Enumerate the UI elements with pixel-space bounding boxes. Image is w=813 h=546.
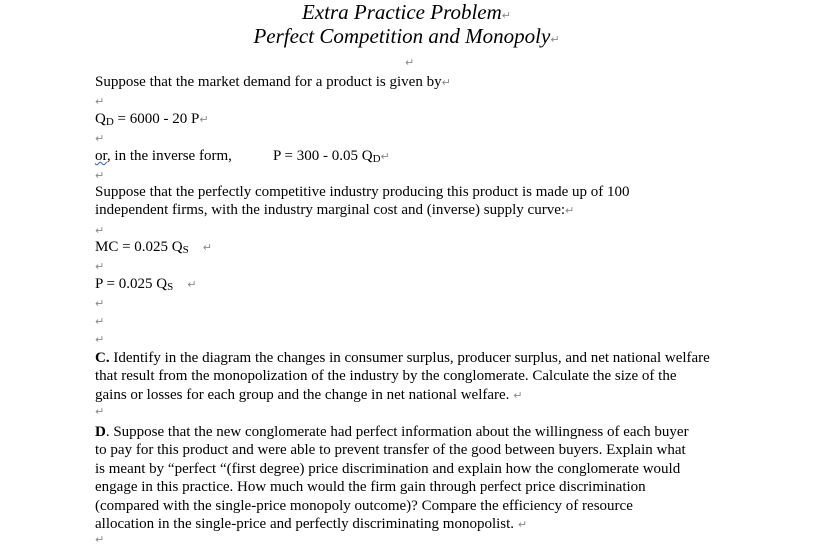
paragraph-mark: ↵ <box>95 533 105 546</box>
industry-paragraph: Suppose that the perfectly competitive industry producing this product is made up of 100 independent firms, with the industry marginal cost and (inverse) supply curve:↵ <box>95 184 630 219</box>
title-line-1: Extra Practice Problem↵ <box>301 0 512 24</box>
paragraph-mark: ↵ <box>95 224 105 237</box>
paragraph-mark: ↵ <box>95 169 105 182</box>
or-word: or <box>95 148 107 164</box>
marginal-cost-equation: MC = 0.025 $Q_S$ ↵ <box>95 239 212 256</box>
supply-equation: P = 0.025 $Q_S$ ↵ <box>95 276 197 293</box>
paragraph-mark: ↵ <box>405 56 415 69</box>
part-c-paragraph: C. Identify in the diagram the changes in consumer surplus, producer surplus, and net national welfare that result from the monopolization of the industry by the conglomerate. Calculate the size of the gains or losses for each group and the change in net national welfare. ↵ <box>95 350 710 403</box>
paragraph-mark: ↵ <box>95 333 105 346</box>
paragraph-mark: ↵ <box>95 405 105 418</box>
paragraph-mark: ↵ <box>95 260 105 273</box>
paragraph-mark: ↵ <box>95 95 105 108</box>
paragraph-mark: ↵ <box>95 315 105 328</box>
intro-text: Suppose that the market demand for a product is given by↵ <box>95 74 451 90</box>
part-d-paragraph: D. Suppose that the new conglomerate had perfect information about the willingness of each buyer to pay for this product and were able to prevent transfer of the good between buyers. Explain what is meant by “perfect “(first degree) price discrimination and explain how the conglomerate would engage in this practice. How much would the firm gain through perfect price discrimination (compared with the single-price monopoly outcome)? Compare the efficiency of resource allocation in the single-price and perfectly discriminating monopolist. ↵ <box>95 424 689 533</box>
inverse-demand-line: or, in the inverse form, <box>95 148 232 164</box>
title-line-2: Perfect Competition and Monopoly↵ <box>253 24 560 48</box>
paragraph-mark: ↵ <box>95 132 105 145</box>
inverse-demand-equation: P = 300 - 0.05 $Q_D↵$ <box>273 148 390 165</box>
paragraph-mark: ↵ <box>95 297 105 310</box>
demand-equation: $Q_D = 6000 - 20$ P↵ <box>95 111 209 128</box>
